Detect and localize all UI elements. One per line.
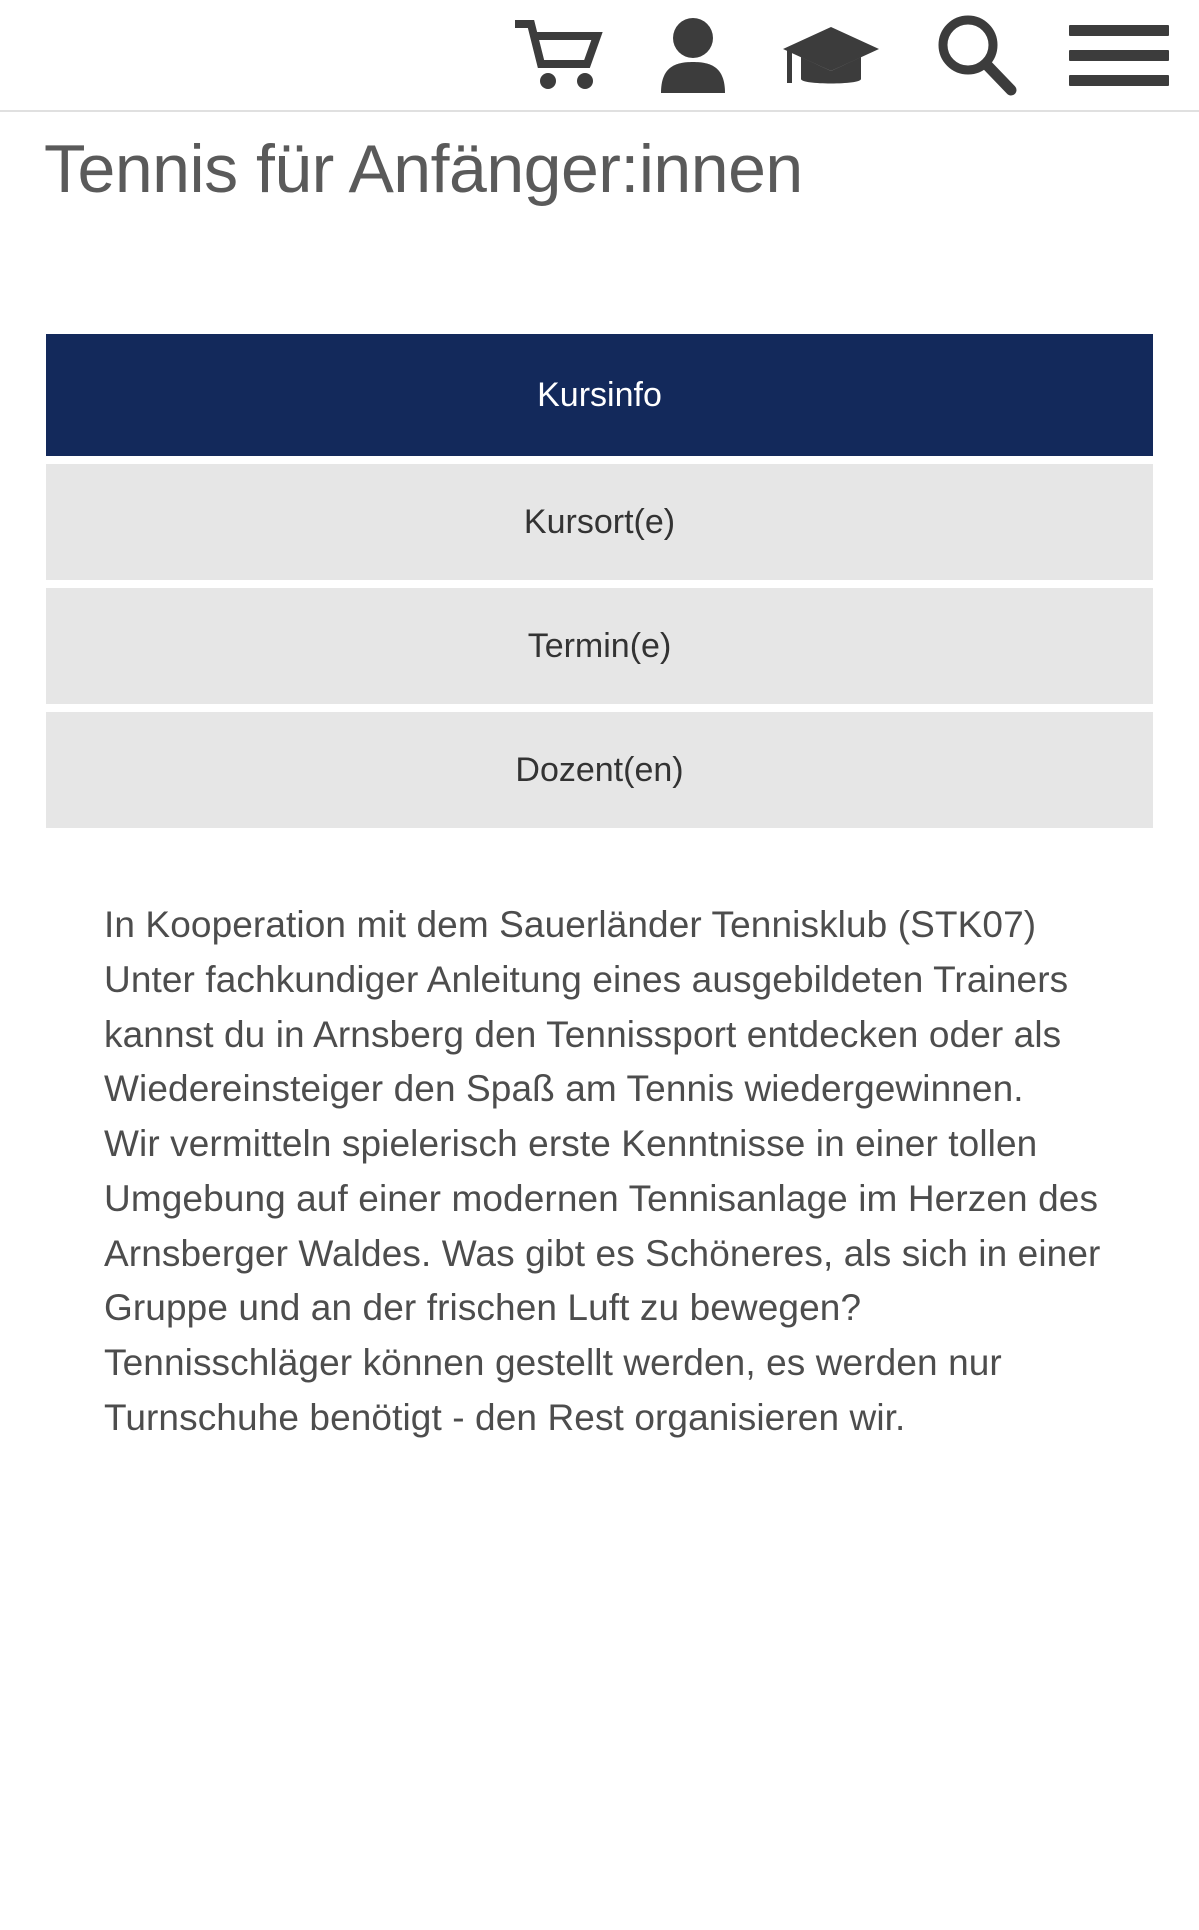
top-navigation-bar <box>0 0 1199 112</box>
description-paragraph: In Kooperation mit dem Sauerländer Tennisklub (STK07) <box>104 904 1037 945</box>
page-title: Tennis für Anfänger:innen <box>44 130 803 207</box>
menu-icon-bar <box>1069 50 1169 61</box>
graduation-cap-icon[interactable] <box>779 19 883 91</box>
description-paragraph: Wir vermitteln spielerisch erste Kenntnisse in einer tollen Umgebung auf einer modernen Tennisanlage im Herzen des Arnsberger Waldes. Was gibt es Schöneres, als sich in einer Gruppe und an der frischen Luft zu bewegen? <box>104 1123 1101 1329</box>
menu-icon-bar <box>1069 25 1169 36</box>
tab-termine[interactable]: Termin(e) <box>46 588 1153 704</box>
description-paragraph: Unter fachkundiger Anleitung eines ausgebildeten Trainers kannst du in Arnsberg den Tennissport entdecken oder als Wiedereinsteiger den Spaß am Tennis wiedergewinnen. <box>104 958 1069 1110</box>
cart-icon[interactable] <box>515 19 607 91</box>
user-icon[interactable] <box>659 17 727 93</box>
tab-dozenten[interactable]: Dozent(en) <box>46 712 1153 828</box>
tab-kursorte[interactable]: Kursort(e) <box>46 464 1153 580</box>
topbar-icon-group <box>515 14 1169 96</box>
search-icon[interactable] <box>935 14 1017 96</box>
menu-icon-bar <box>1069 75 1169 86</box>
tab-kursinfo[interactable]: Kursinfo <box>46 334 1153 456</box>
course-description <box>0 836 1199 1446</box>
menu-icon[interactable] <box>1069 25 1169 86</box>
course-tab-list <box>0 334 1199 828</box>
description-paragraph: Tennisschläger können gestellt werden, es werden nur Turnschuhe benötigt - den Rest organisieren wir. <box>104 1342 1002 1438</box>
